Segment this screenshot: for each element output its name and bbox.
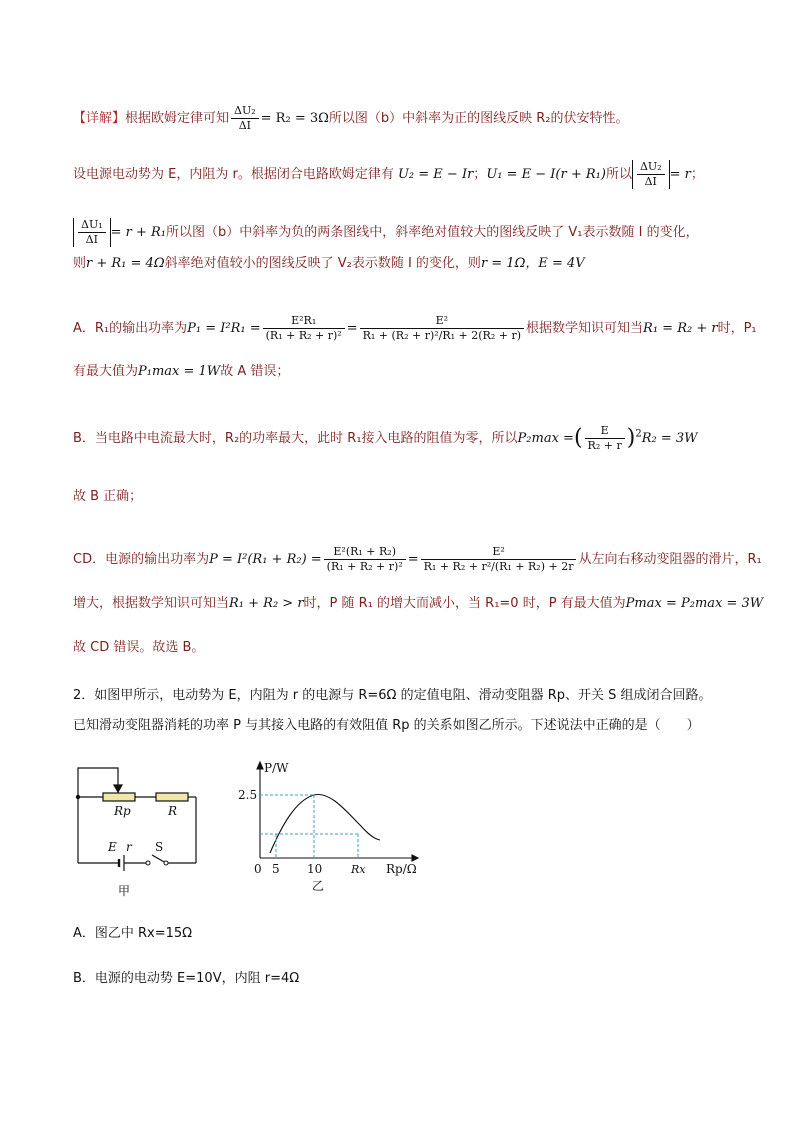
fraction-du2-di: $\frac{\text{ΔU₂}}{\Delta I}$ [231, 104, 259, 133]
text: 故 A 错误； [220, 364, 290, 379]
option-b-conclusion [73, 487, 142, 507]
text: A．图乙中 Rx=15Ω [73, 926, 193, 941]
text: 斜率绝对值较小的图线反映了 V₂表示数随 I 的变化，则 [164, 256, 481, 271]
text: 所以 [605, 167, 632, 182]
equation: U₁ = E − I(r + R₁) [486, 167, 606, 182]
equals: = [407, 552, 419, 567]
option-a-analysis-2 [73, 362, 289, 382]
text: ； [690, 167, 704, 182]
text: 设电源电动势为 E，内阻为 r。根据闭合电路欧姆定律有 [73, 167, 398, 182]
equation: = r + R₁ [110, 225, 167, 240]
label-s: S [155, 840, 164, 854]
text: 故 B 正确； [73, 489, 143, 504]
text: 增大，根据数学知识可知当 [73, 596, 230, 611]
option-cd-analysis-2 [73, 594, 763, 614]
detail-line-3 [73, 218, 699, 247]
equation: P₂max = [517, 431, 574, 446]
equation: P₁ = I²R₁ = [187, 321, 261, 336]
label-rp: Rp [114, 804, 131, 818]
text: 从左向右移动变阻器的滑片，R₁ [578, 552, 762, 567]
equation: Pmax = P₂max = 3W [625, 596, 764, 611]
answer-option-a [73, 924, 192, 944]
y-axis-label: P/W [264, 761, 289, 775]
x-tick-10: 10 [307, 862, 323, 876]
detail-line-1 [73, 104, 629, 133]
label-r: R [168, 804, 178, 818]
text: 根据数学知识可知当 [526, 321, 644, 336]
equation: r = 1Ω，E = 4V [480, 256, 585, 271]
equation: P₁max = 1W [138, 364, 221, 379]
text: 故 CD 错误。故选 B。 [73, 640, 205, 655]
detail-tag: 【详解】 [73, 111, 126, 126]
option-a-analysis [73, 314, 757, 343]
caption-jia: 甲 [118, 884, 131, 898]
detail-line-4 [73, 254, 585, 274]
x-tick-rx: Rx [351, 863, 366, 876]
text: 则 [73, 256, 87, 271]
fraction: $\frac{\text{E²R₁}}{\text{(R₁ + R₂ + r)²}}$ [263, 314, 345, 343]
question-2-line-1 [73, 686, 712, 706]
y-axis-arrow-icon [257, 762, 263, 769]
text: A．R₁的输出功率为 [73, 321, 188, 336]
rheostat-rp-icon [103, 793, 135, 801]
x-axis-label: Rp/Ω [386, 862, 417, 876]
text: 时，P 随 R₁ 的增大而减小，当 R₁=0 时，P 有最大值为 [303, 596, 626, 611]
question-2-line-2 [73, 716, 700, 736]
fraction: $\frac{\text{E²(R₁ + R₂)}}{\text{(R₁ + R₂ + r)²}}$ [324, 545, 406, 574]
text: B．当电路中电流最大时，R₂的功率最大，此时 R₁接入电路的阻值为零，所以 [73, 431, 518, 446]
option-cd-analysis [73, 545, 762, 574]
equation: U₂ = E − Ir [397, 167, 474, 182]
text: B．电源的电动势 E=10V，内阻 r=4Ω [73, 971, 300, 986]
text: 2．如图甲所示，电动势为 E，内阻为 r 的电源与 R=6Ω 的定值电阻、滑动变阻器 Rp、开关 S 组成闭合回路。 [73, 688, 712, 703]
text: ； [473, 167, 487, 182]
equation: R₁ + R₂ > r [229, 596, 304, 611]
power-resistance-graph [230, 755, 430, 895]
equation: R₁ = R₂ + r [643, 321, 718, 336]
x-tick-5: 5 [272, 862, 280, 876]
equation: = r [669, 167, 691, 182]
fraction: $\frac{\text{E²}}{\text{R₁ + (R₂ + r)²/R₁ + 2(R₂ + r)}}$ [360, 314, 524, 343]
label-internal-r: r [126, 840, 132, 854]
detail-text-1: 根据欧姆定律可知 [125, 111, 230, 126]
option-cd-conclusion [73, 638, 204, 658]
detail-line-2 [73, 160, 704, 189]
text: 时，P₁ [717, 321, 757, 336]
slider-arrow-icon [114, 785, 122, 792]
abs-fraction: $\frac{\text{ΔU₁}}{\Delta I}$ [73, 218, 111, 247]
text: 已知滑动变阻器消耗的功率 P 与其接入电路的有效阻值 Rp 的关系如图乙所示。下述说法中正确的是（ ） [73, 718, 700, 733]
x-tick-0: 0 [254, 862, 262, 876]
label-e: E [108, 840, 117, 854]
equation-r2: = R₂ = 3Ω [260, 111, 329, 126]
fraction: $\frac{\text{E²}}{\text{R₁ + R₂ + r²/(R₁ + R₂) + 2r}}$ [421, 545, 577, 574]
y-tick-2.5: 2.5 [238, 788, 258, 802]
detail-text-2: 所以图（b）中斜率为正的图线反映 R₂的伏安特性。 [328, 111, 629, 126]
fraction: $\frac{E}{\text{R₂ + r}}$ [585, 424, 625, 453]
x-axis-arrow-icon [412, 855, 418, 861]
equation: P = I²(R₁ + R₂) = [209, 552, 322, 567]
equals: = [346, 321, 358, 336]
option-b-analysis: B．当电路中电流最大时，R₂的功率最大，此时 R₁接入电路的阻值为零，所以P₂max =( $\frac{E}{\text{R₂ + r}}$ )$^2$R₂ = 3W [73, 424, 698, 452]
equation: R₂ = 3W [641, 431, 698, 446]
equation: r + R₁ = 4Ω [86, 256, 165, 271]
caption-yi: 乙 [312, 879, 325, 893]
power-curve [270, 794, 380, 853]
abs-fraction: $\frac{\text{ΔU₂}}{\Delta I}$ [632, 160, 670, 189]
text: CD．电源的输出功率为 [73, 552, 210, 567]
text: 有最大值为 [73, 364, 139, 379]
resistor-r-icon [156, 793, 188, 801]
circuit-diagram [68, 755, 208, 905]
answer-option-b [73, 969, 299, 989]
text: 所以图（b）中斜率为负的两条图线中，斜率绝对值较大的图线反映了 V₁表示数随 I 的变化， [166, 225, 699, 240]
